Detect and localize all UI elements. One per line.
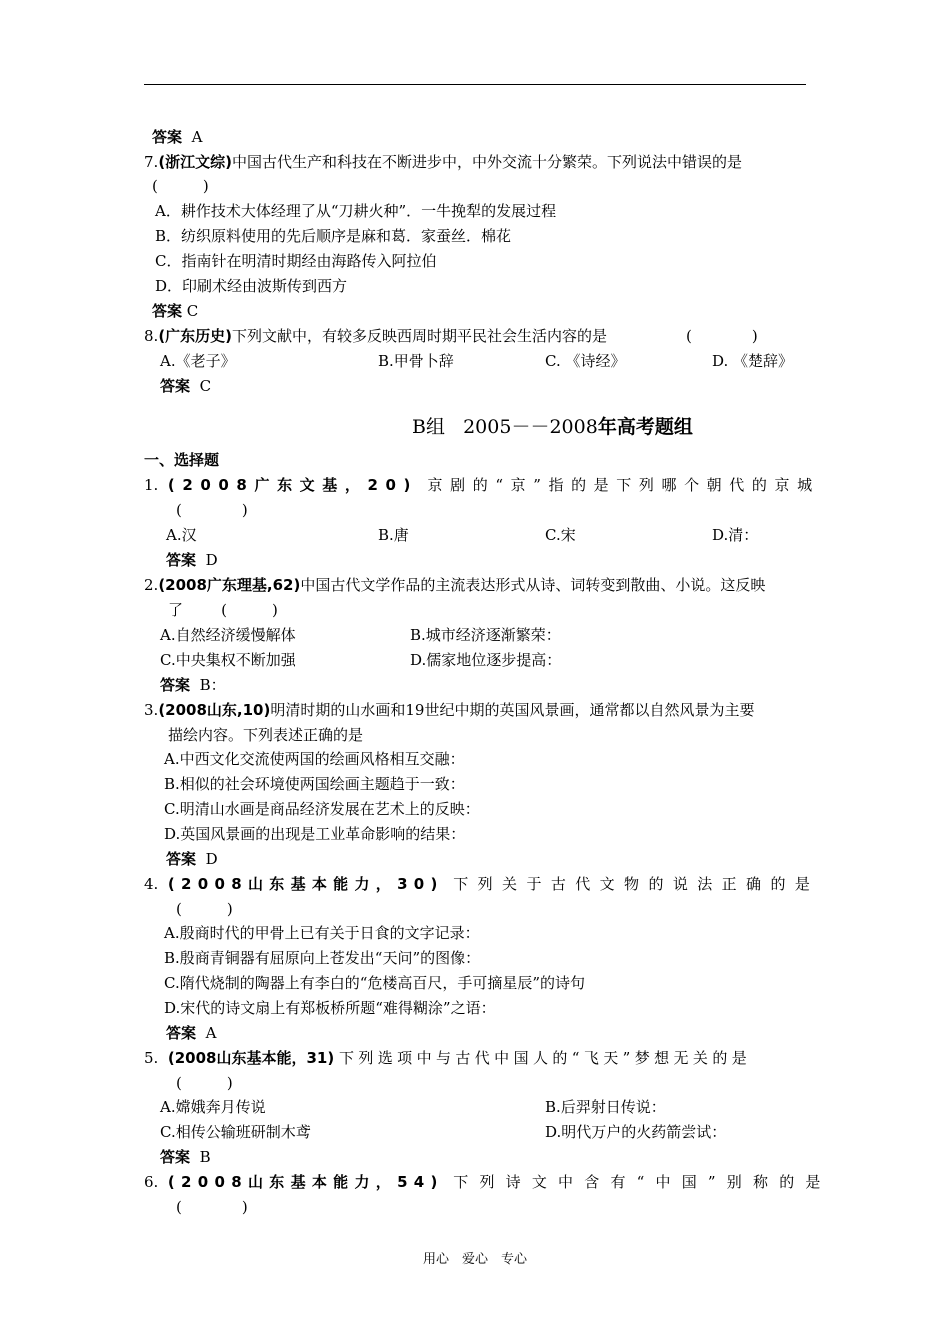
option-b: B.后羿射日传说： [545,1098,666,1116]
question-source: (广东历史) [158,327,233,345]
question-2-continued [168,600,278,620]
group-title [412,412,693,439]
answer-line [166,849,218,869]
option-c: C．指南针在明清时期经由海路传入阿拉伯 [155,252,437,270]
answer-value: A [205,1024,217,1042]
question-source: (2008山东基本能力，30) [167,875,444,893]
answer-line [160,675,226,695]
answer-value: B [199,1148,211,1166]
question-number: 6. [144,1173,159,1191]
page-footer: 用心 爱心 专心 [422,1252,527,1267]
option-c: C.相传公输班研制木鸢 [160,1123,311,1141]
option-b: B.甲骨卜辞 [378,352,454,370]
answer-line [166,1023,216,1043]
option-a: A.殷商时代的甲骨上已有关于日食的文字记录： [164,924,480,942]
group-label: B组 [412,416,445,438]
answer-blank: ( ) [686,327,758,345]
question-3 [144,700,754,720]
header-rule [144,84,806,85]
question-source: (2008广东理基,62) [158,576,301,594]
option-a: A.自然经济缓慢解体 [160,626,296,644]
question-stem: 描绘内容。下列表述正确的是 [168,726,364,744]
option-c: C.中央集权不断加强 [160,651,296,669]
option-c: C. 《诗经》 [545,352,626,370]
option-d: D.清： [712,526,759,544]
option-c: C.宋 [545,526,576,544]
question-source: (2008山东,10) [158,701,271,719]
option-d: D.儒家地位逐步提高： [410,651,562,669]
question-stem: 京剧的“京”指的是下列哪个朝代的京城 [427,476,820,494]
option-d: D.明代万户的火药箭尝试： [545,1123,727,1141]
answer-label: 答案 [160,377,191,395]
question-stem: 中国古代生产和科技在不断进步中，中外交流十分繁荣。下列说法中错误的是 [232,153,743,171]
answer-blank: ( ) [176,501,248,519]
answer-value: A [191,128,203,146]
option-b: B．纺织原料使用的先后顺序是麻和葛．家蚕丝．棉花 [155,227,512,245]
question-source: (2008广东文基，20) [167,476,418,494]
question-source: (浙江文综) [158,153,233,171]
question-stem: 下列选项中与古代中国人的“飞天”梦想无关的是 [338,1049,752,1067]
question-source: (2008山东基本能，31) [167,1049,335,1067]
option-a: A.《老子》 [160,352,236,370]
question-number: 5. [144,1049,159,1067]
question-number: 2. [144,576,159,594]
question-7 [144,152,742,172]
answer-label: 答案 [160,1148,191,1166]
option-a: A.中西文化交流使两国的绘画风格相互交融： [164,750,465,768]
option-d: D.宋代的诗文扇上有郑板桥所题“难得糊涂”之语： [164,999,496,1017]
question-8 [144,326,607,346]
section-heading: 一、选择题 [144,451,220,469]
question-source: (2008山东基本能力，54) [167,1173,444,1191]
answer-blank: ( ) [176,1074,233,1092]
question-number: 7. [144,153,159,171]
question-stem: 了 [168,601,184,619]
answer-blank: ( ) [221,601,278,619]
answer-line [166,550,218,570]
option-b: B.城市经济逐渐繁荣： [410,626,561,644]
answer-label: 答案 [160,676,191,694]
option-a: A．耕作技术大体经理了从“刀耕火种”．一牛挽犁的发展过程 [155,202,557,220]
option-a: A.汉 [166,526,197,544]
option-c: C.隋代烧制的陶器上有李白的“危楼高百尺，手可摘星辰”的诗句 [164,974,586,992]
answer-blank: ( ) [152,177,209,195]
question-2 [144,575,765,595]
option-a: A.嫦娥奔月传说 [160,1098,266,1116]
answer-line [152,301,198,321]
question-number: 1. [144,476,159,494]
question-stem: 下列诗文中含有“中国”别称的是 [453,1173,832,1191]
question-number: 8. [144,327,159,345]
question-stem: 明清时期的山水画和19世纪中期的英国风景画，通常都以自然风景为主要 [270,701,755,719]
question-1 [144,475,820,495]
answer-blank: ( ) [176,1198,248,1216]
answer-line [160,1147,211,1167]
group-years: 2005－－2008 [463,416,598,438]
answer-value: D [205,551,218,569]
answer-label: 答案 [166,551,197,569]
option-d: D.英国风景画的出现是工业革命影响的结果： [164,825,466,843]
option-b: B.唐 [378,526,409,544]
option-b: B.殷商青铜器有屈原向上苍发出“天问”的图像： [164,949,481,967]
option-d: D. 《楚辞》 [712,352,794,370]
question-number: 4. [144,875,159,893]
answer-label: 答案 [166,850,197,868]
question-5 [144,1048,751,1068]
group-suffix: 年高考题组 [597,416,693,438]
option-b: B.相似的社会环境使两国绘画主题趋于一致： [164,775,465,793]
question-6 [144,1172,832,1192]
answer-value: C [199,377,212,395]
question-stem: 下列文献中，有较多反映西周时期平民社会生活内容的是 [232,327,608,345]
question-number: 3. [144,701,159,719]
answer-label: 答案 [152,128,183,146]
answer-label: 答案 [166,1024,197,1042]
answer-value: D [205,850,218,868]
answer-blank: ( ) [176,900,233,918]
answer-value: C [186,302,199,320]
option-d: D．印刷术经由波斯传到西方 [155,277,348,295]
question-4 [144,874,819,894]
answer-label: 答案 [152,302,183,320]
option-c: C.明清山水画是商品经济发展在艺术上的反映： [164,800,480,818]
answer-line [152,127,202,147]
answer-line [160,376,211,396]
answer-value: B： [199,676,226,694]
question-stem: 下列关于古代文物的说法正确的是 [453,875,820,893]
question-stem: 中国古代文学作品的主流表达形式从诗、词转变到散曲、小说。这反映 [300,576,766,594]
